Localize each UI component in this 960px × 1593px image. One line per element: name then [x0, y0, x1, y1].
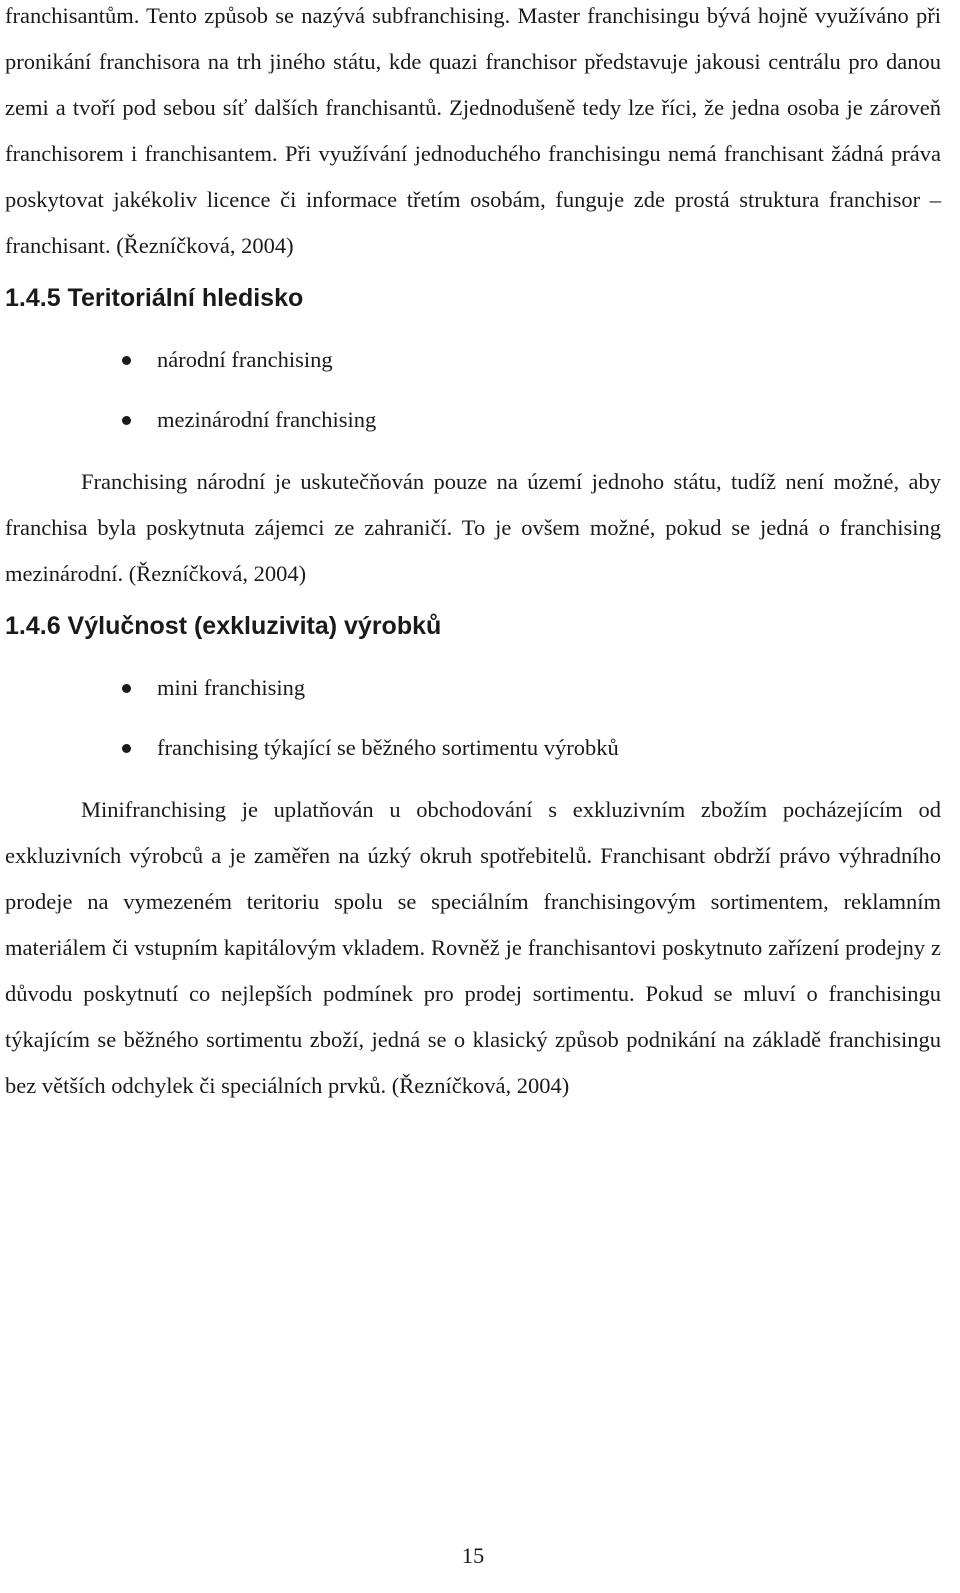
list-item [5, 658, 941, 718]
list-item [5, 330, 941, 390]
body-paragraph: Minifranchising je uplatňován u obchodování s exkluzivním zbožím pocházejícím od exkluzivních výrobců a je zaměřen na úzký okruh spotřebitelů. Franchisant obdrží právo výhradního prodeje na vymezeném teritoriu spolu se speciálním franchisingovým sortimentem, reklamním materiálem či vstupním kapitálovým vkladem. Rovněž je franchisantovi poskytnuto zařízení prodejny z důvodu poskytnutí co nejlepších podmínek pro prodej sortimentu. Pokud se mluví o franchisingu týkajícím se běžného sortimentu zboží, jedná se o klasický způsob podnikání na základě franchisingu bez větších odchylek či speciálních prvků. (Řezníčková, 2004) [5, 797, 941, 1098]
bullet-icon [122, 684, 131, 693]
section-heading: 1.4.6 Výlučnost (exkluzivita) výrobků [5, 612, 442, 640]
section-vylucnost-vyrobku [5, 610, 941, 1109]
intro-paragraph: franchisantům. Tento způsob se nazývá subfranchising. Master franchisingu bývá hojně využíváno při pronikání franchisora na trh jiného státu, kde quazi franchisor představuje jakousi centrálu pro danou zemi a tvoří pod sebou síť dalších franchisantů. Zjednodušeně tedy lze říci, že jedna osoba je zároveň franchisorem i franchisantem. Při využívání jednoduchého franchisingu nemá franchisant žádná práva poskytovat jakékoliv licence či informace třetím osobám, funguje zde prostá struktura franchisor – franchisant. (Řezníčková, 2004) [5, 3, 941, 258]
section-heading: 1.4.5 Teritoriální hledisko [5, 284, 304, 312]
bullet-list [5, 658, 941, 778]
list-item [5, 390, 941, 450]
page-number: 15 [461, 1543, 485, 1568]
bullet-icon [122, 744, 131, 753]
section-teritorialni-hledisko [5, 282, 941, 597]
list-item-text: mezinárodní franchising [157, 407, 377, 432]
document-page [5, 0, 941, 1109]
list-item-text: mini franchising [157, 675, 306, 700]
bullet-icon [122, 356, 131, 365]
list-item [5, 718, 941, 778]
list-item-text: franchising týkající se běžného sortimentu výrobků [157, 735, 619, 760]
list-item-text: národní franchising [157, 347, 333, 372]
bullet-icon [122, 416, 131, 425]
bullet-list [5, 330, 941, 450]
body-paragraph: Franchising národní je uskutečňován pouze na území jednoho státu, tudíž není možné, aby franchisa byla poskytnuta zájemci ze zahraničí. To je ovšem možné, pokud se jedná o franchising mezinárodní. (Řezníčková, 2004) [5, 469, 941, 586]
